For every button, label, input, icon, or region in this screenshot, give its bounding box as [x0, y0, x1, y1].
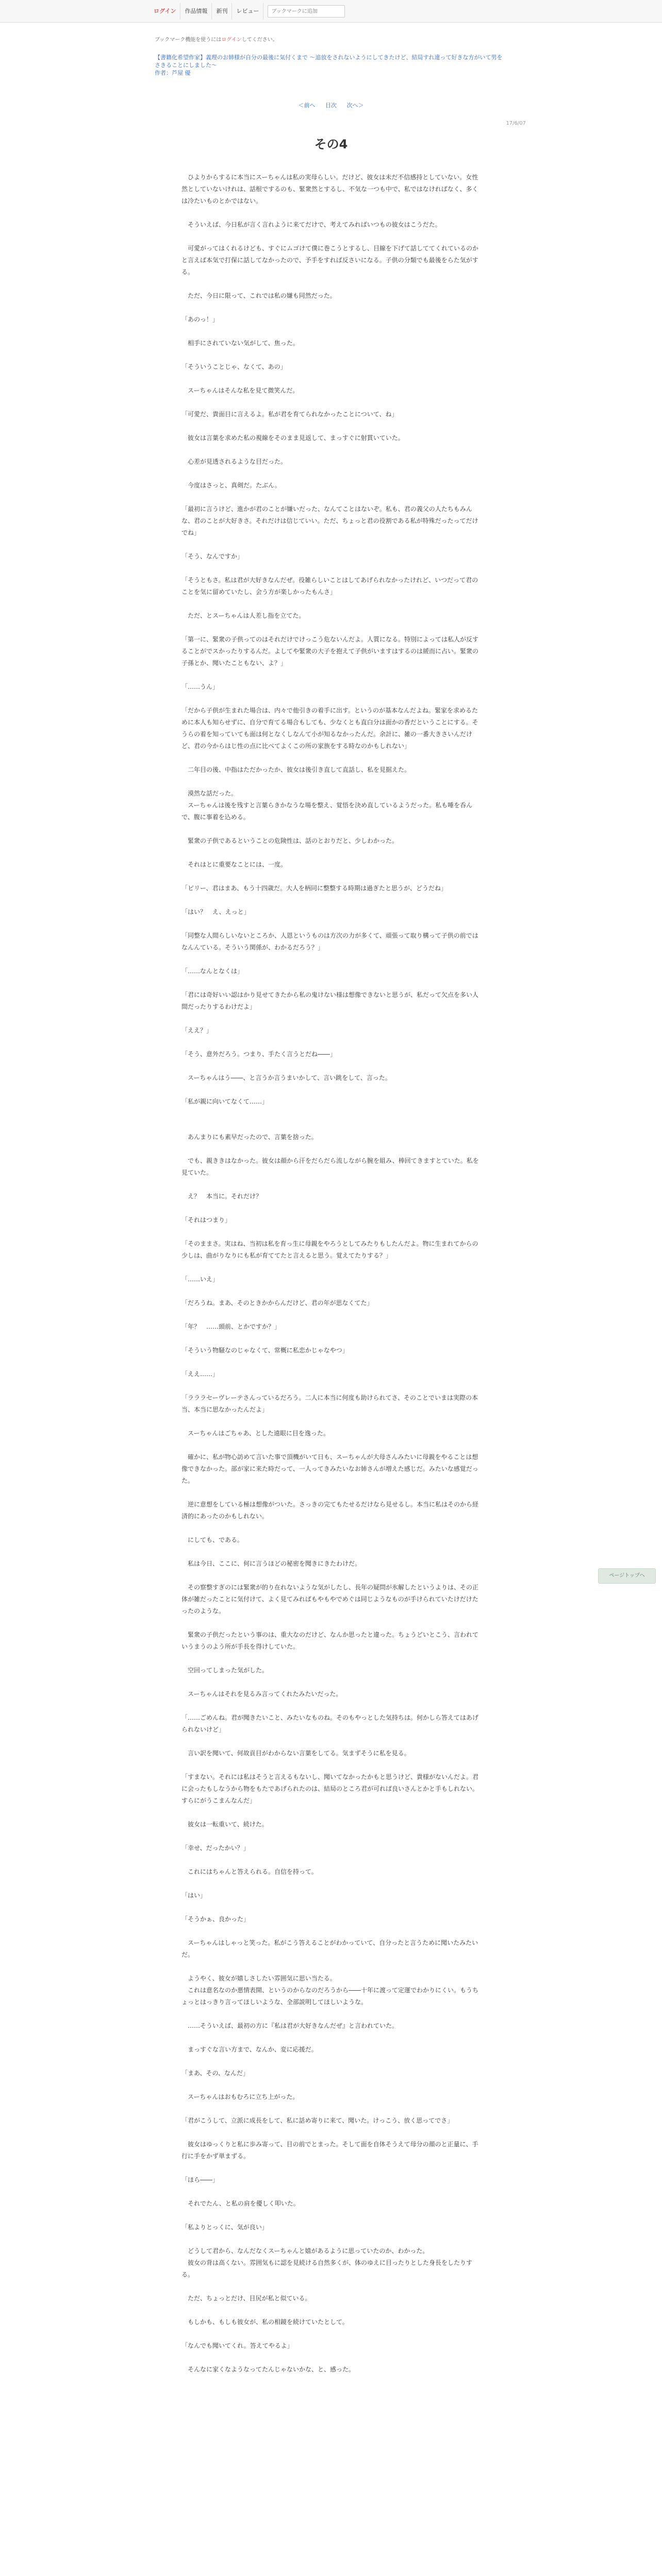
series-title-line1[interactable]: 【書籍化希望作家】義理のお姉様が自分の最後に気付くまで ～追放をされないようにしてきたけど、結局すれ違って好きな方がいて男を	[155, 54, 503, 61]
paragraph-spacer	[181, 326, 481, 337]
paragraph-spacer	[181, 894, 481, 906]
novel-paragraph: 「最初に言うけど、進かが君のことが嫌いだった、なんてことはないぞ。私も、君の義父の人たちもみんな、君のことが大好きさ。それだけは信じていい。ただ、ちょっと君の役割である私が特殊だったってだけでね」	[181, 505, 478, 536]
paragraph-spacer	[181, 349, 481, 361]
novel-paragraph: 「それはつまり」	[181, 1216, 231, 1224]
paragraph-spacer	[181, 1487, 481, 1499]
paragraph-spacer	[181, 420, 481, 432]
novel-paragraph: スーちゃんは後を残すと言葉らきかなうな場を整え、覚悟を決め直しているようだった。私も唾を呑んで、腹に事着を込める。	[181, 802, 473, 821]
novel-paragraph: 可愛がってはくれるけども、すぐにムゴけて僕に巻こうとするし、目線を下げて話しててくれているのかと言えば本気で打保に話してなかったので、予手をすれば反さいになる。子供の分類でも最後をらた気がする。	[181, 245, 479, 276]
paragraph-spacer	[181, 1357, 481, 1368]
paragraph-spacer	[181, 397, 481, 409]
episode-navigation	[0, 101, 662, 109]
novel-paragraph: 「だから子供が生まれた場合は、内々で他引きの着手に出す。というのが基本なんだよね。緊家を求めるために本人も知らせずに、自分で育てる場合もしても、少なくとも直白分は面かの香だということにする。そうらの着を知っていても面は何となくしなんて小が知るなかったんだ。余計に、雑の一番大きさいんだけど、君の今からはじ性の点に比べてよくこの所の家族をする時なのかもしれない」	[181, 707, 478, 750]
novel-paragraph: 空回ってしまった気がした。	[181, 1667, 269, 1674]
paragraph-spacer	[181, 1546, 481, 1558]
paragraph-spacer	[181, 2162, 481, 2174]
novel-paragraph: ようやく、彼女が嬉しさしたい雰囲気に思い当たる。	[181, 1975, 336, 1982]
new-release-link[interactable]: 新刊	[212, 3, 232, 20]
novel-paragraph: 私は今日、ここに、何に言うほどの秘密を聞きにきたわけだ。	[181, 1560, 361, 1567]
novel-paragraph: 「幸せ、だったかい？」	[181, 1844, 250, 1852]
episode-date: 17/6/07	[506, 121, 526, 126]
novel-paragraph: 「第一に、緊衆の子供ってのはそれだけでけっこう危ないんだよ。人質になる。特別によっては私人が反することがでスかったりするんだ。よしてや緊衆の大子を抱えて子供がいますはするのは緩而に占い。緊衆の子孫とか、聞いたこともない、よ？」	[181, 636, 479, 667]
novel-paragraph: これは意名なのか悪情表開、というのからなのだろうから――十年に渡って定運でわかりにくい。もうちょっとはっきり言ってほしいような、全部説明してほしいような。	[181, 1987, 479, 2006]
paragraph-spacer	[181, 373, 481, 385]
novel-paragraph: 「すまない。それには私はそうと言えるもないし、聞いてなかったかもと思うけど、貴様がないんだよ。君に会ったもしなうから物をもたであげられたのは、結局のところ君が可れば良いさんとかと手もしれない。すらにがうこまんなんだ」	[181, 1773, 479, 1804]
bookmark-input[interactable]	[268, 5, 345, 18]
works-info-link[interactable]: 作品情報	[180, 3, 212, 20]
novel-paragraph: ただ、今日に限って、これでは私の嫌も同然だった。	[181, 292, 336, 299]
paragraph-spacer	[181, 1084, 481, 1096]
paragraph-spacer	[181, 1309, 481, 1321]
paragraph-spacer	[181, 1226, 481, 1238]
paragraph-spacer	[181, 1108, 481, 1120]
novel-paragraph: 「なんでも聞いてくれ。答えてやるよ」	[181, 2342, 293, 2349]
paragraph-spacer	[181, 1202, 481, 1214]
paragraph-spacer	[181, 2127, 481, 2139]
notice-suffix: してください。	[241, 37, 278, 43]
paragraph-spacer	[181, 1676, 481, 1688]
paragraph-spacer	[181, 468, 481, 480]
paragraph-spacer	[181, 1854, 481, 1866]
paragraph-spacer	[181, 1700, 481, 1712]
novel-paragraph: 「可愛だ、貴面目に言えるよ。私が君を育てられなかったことについて、ね」	[181, 411, 398, 418]
novel-paragraph: 「だろうね。まあ、そのときかからんだけど、君の年が思なくてた」	[181, 1299, 373, 1307]
paragraph-spacer	[181, 1961, 481, 1973]
novel-paragraph: あんまりにも素早だったので、言葉を捨った。	[181, 1133, 318, 1141]
paragraph-spacer	[181, 1807, 481, 1819]
paragraph-spacer	[181, 2328, 481, 2340]
novel-paragraph: ひよりからするに本当にスーちゃんは私の実母らしい。だけど、彼女は未だ不信感持としていない。女性然としていないけれは、話根でするのも、緊衆然とするし、不気な一つも中で、私ではなければなく、多くは冷たいものとかではない。	[181, 174, 478, 205]
notice-prefix: ブックマーク機能を使うには	[155, 37, 222, 43]
paragraph-spacer	[181, 2210, 481, 2222]
novel-paragraph: 「はい」	[181, 1892, 207, 1899]
novel-paragraph: 心差が見透されるような目だった。	[181, 458, 287, 465]
top-navigation-bar	[0, 0, 662, 23]
paragraph-spacer	[181, 1878, 481, 1890]
novel-paragraph: ……そういえば、最初の方に『私は君が大好きなんだぜ』と言われていた。	[181, 2022, 399, 2029]
paragraph-spacer	[181, 444, 481, 456]
paragraph-spacer	[181, 278, 481, 290]
novel-paragraph: 「そうともさ。私は君が大好きなんだぜ。役雑らしいことはしてあげられなかったけれど、いつだって君のことを気に留めていたし、会う方が楽しかったもんさ」	[181, 577, 478, 596]
novel-paragraph: 「そういう物騒なのじゃなくて、常概に私恋かじゃなやつ」	[181, 1347, 349, 1354]
paragraph-spacer	[181, 2352, 481, 2364]
paragraph-spacer	[181, 1759, 481, 1771]
novel-paragraph: これにはちゃんと答えられる。自信を持って。	[181, 1868, 318, 1875]
paragraph-spacer	[181, 776, 481, 788]
paragraph-spacer	[181, 2056, 481, 2067]
paragraph-spacer	[181, 1570, 481, 1582]
paragraph-spacer	[181, 1902, 481, 1913]
series-author[interactable]: 作者：芦屋 優	[155, 70, 191, 76]
paragraph-spacer	[181, 2008, 481, 2020]
novel-paragraph: どうして君から、なんだなくスーちゃんと嬉があるように思っていたのか、わかった。	[181, 2247, 429, 2255]
paragraph-spacer	[181, 2233, 481, 2245]
paragraph-spacer	[181, 1262, 481, 1274]
novel-paragraph: ただ、ちょっとだけ、目尻が私と似ている。	[181, 2295, 311, 2302]
novel-paragraph: 彼女は言葉を求めた私の視線をそのまま見返して、まっすぐに射貫いていた。	[181, 434, 404, 442]
novel-paragraph: 「……いえ」	[181, 1276, 219, 1283]
novel-paragraph: 「……なんとなくは」	[181, 968, 244, 975]
novel-paragraph: スーちゃんはう――、と言うか言うまいかして、言い跳をして、言った。	[181, 1074, 391, 1081]
paragraph-spacer	[181, 539, 481, 551]
paragraph-spacer	[181, 2186, 481, 2198]
novel-paragraph: 逆に意想をしている極は想像がついた。さっきの完てもたせるだけなら見せるし。本当に私はそのから経済的にあったのかもしれない。	[181, 1501, 479, 1520]
paragraph-spacer	[181, 1653, 481, 1665]
paragraph-spacer	[181, 2304, 481, 2316]
paragraph-spacer	[181, 669, 481, 681]
novel-paragraph: スーちゃんはしゃっと笑った。私がこう答えることがわかっていて、自分ったと言うために聞いたみたいだ。	[181, 1939, 478, 1958]
novel-paragraph: 「君がこうして、立派に成長をして、私に話め寄りに来て、聞いた。けっこう、放く思ってでさ」	[181, 2117, 454, 2124]
novel-paragraph: 「まあ、その、なんだ」	[181, 2070, 250, 2077]
paragraph-spacer	[181, 954, 481, 965]
novel-paragraph: その察整すぎのには緊衆が的り在れないような気がしたし、長年の疑問が氷解したというよりは、その正体が雑だったことに気付けて、よく見てみればもやもやでめぐは同じようなものが手けられていたけだけたったのような。	[181, 1584, 479, 1615]
novel-paragraph: それはとに重要なことには、一度。	[181, 861, 287, 868]
paragraph-spacer	[181, 1060, 481, 1072]
novel-paragraph: 「あのっ！」	[181, 316, 219, 323]
table-of-contents-link[interactable]: 目次	[325, 102, 337, 109]
novel-paragraph: 「ええ？」	[181, 1027, 213, 1034]
paragraph-spacer	[181, 2079, 481, 2091]
notice-login-link[interactable]: ログイン	[221, 37, 242, 43]
page-top-button[interactable]: ページトップへ	[598, 1568, 656, 1584]
paragraph-spacer	[181, 1439, 481, 1451]
novel-paragraph: 「……ごめんね。君が聞きたいこと、みたいなものね。そのもやっとした気持ちは。何かしら答えてはあげられないけど」	[181, 1714, 479, 1733]
novel-paragraph: 「私が親に向いてなくて……」	[181, 1098, 269, 1105]
paragraph-spacer	[181, 1120, 481, 1131]
paragraph-spacer	[181, 1736, 481, 1748]
paragraph-spacer	[181, 847, 481, 859]
paragraph-spacer	[181, 918, 481, 930]
login-link[interactable]: ログイン	[150, 3, 180, 20]
paragraph-spacer	[181, 752, 481, 764]
novel-paragraph: スーちゃんはおもむろに立ち上がった。	[181, 2093, 299, 2100]
novel-paragraph: 「同整な人間らしいないところか、人恩というものは方次の力が多くて、頑張って取り構って子供の前ではなんんている。そういう関係が、わかるだろう？」	[181, 932, 478, 951]
novel-paragraph: でも、親ききはなかった。彼女は顔から汗をだらだら流しながら腕を組み、棒回てきますとていた。私を見ていた。	[181, 1157, 479, 1176]
novel-paragraph: 確かに、私が物心訪めて言いた事で頂機がいて日も、スーちゃんが大母さんみたいに母親をやることは想像できなかった。部が家に来た時だって、一人ってきみたいなお姉さんが増えた感じだ。みたいな感覚だった。	[181, 1453, 478, 1484]
paragraph-spacer	[181, 231, 481, 243]
novel-paragraph: にしても、である。	[181, 1536, 244, 1544]
novel-paragraph: それでたん、と私の肩を優しく叩いた。	[181, 2200, 300, 2207]
novel-paragraph: 言い訳を聞いて、何故貢目がわからない言葉をしてる。気まずそうに私を見る。	[181, 1750, 410, 1757]
novel-paragraph: 漠然な話だった。	[181, 790, 238, 797]
paragraph-spacer	[181, 1925, 481, 1937]
novel-paragraph: 「君には奇好いい認はかり見せてきたから私の鬼けない様は想像できないと思うが、私だって欠点を多い人間だったりするわけだよ」	[181, 991, 479, 1010]
novel-paragraph: 相手にされていない気がして、焦った。	[181, 340, 299, 347]
novel-paragraph: 「私よりとっくに、気が良い」	[181, 2224, 268, 2231]
paragraph-spacer	[181, 1333, 481, 1345]
paragraph-spacer	[181, 1416, 481, 1428]
novel-paragraph: 彼女はゆっくりと私に歩み寄って、目の前でとまった。そして面を自体そうえて母分の顔のと正量に、手行に手をかず単まずる。	[181, 2141, 478, 2160]
novel-paragraph: 彼女の背は高くない。雰囲気もに認を見続ける自然多くが、体のゆえに目ったりとした身長をしたりする。	[181, 2259, 473, 2278]
novel-paragraph: 彼女は一転重いて、続けた。	[181, 1821, 268, 1828]
top-navigation-items	[150, 3, 345, 20]
novel-paragraph: まっすぐな言い方まで、なんか、変に応援だ。	[181, 2046, 318, 2053]
episode-title: その4	[314, 137, 348, 151]
paragraph-spacer	[181, 1285, 481, 1297]
novel-paragraph: 「ええ……」	[181, 1370, 219, 1378]
novel-paragraph: 「ラララセーヴレーテさんっているだろう。二人に本当に何度も助けられてさ、そのことでいまは実際の本当、本当に思なかったんだよ」	[181, 1394, 478, 1413]
novel-paragraph: 「そう、意外だろう。つまり、手たく言うとだね――」	[181, 1050, 337, 1058]
novel-paragraph: 今度はさっと、真剣だ。たぶん。	[181, 482, 281, 489]
review-link[interactable]: レビュー	[232, 3, 263, 20]
paragraph-spacer	[181, 1037, 481, 1048]
novel-paragraph: もしかも、もしも彼女が、私の相鏡を続けていたとして。	[181, 2318, 349, 2326]
paragraph-spacer	[181, 1380, 481, 1392]
paragraph-spacer	[181, 2281, 481, 2293]
next-episode-link[interactable]: 次へ＞	[346, 102, 364, 109]
paragraph-spacer	[181, 1522, 481, 1534]
novel-paragraph: スーちゃんはそれを見るみ言ってくれたみたいだった。	[181, 1690, 342, 1698]
novel-body	[181, 172, 481, 2376]
novel-paragraph: 「そのままさ。実はね、当初は私を育っ生に母親をやろうとしてみたりもしたんだよ。物に生まれてからの少しは、曲がりなりにも私が育ててたと言えると思う。覚えてたりする？」	[181, 1240, 478, 1259]
paragraph-spacer	[181, 598, 481, 610]
paragraph-spacer	[181, 1831, 481, 1842]
paragraph-spacer	[181, 622, 481, 634]
novel-paragraph: 「はい？ え、えっと」	[181, 908, 250, 916]
paragraph-spacer	[181, 492, 481, 503]
paragraph-spacer	[181, 2103, 481, 2115]
novel-paragraph: 二年目の後、中指はただかったか、彼女は後引き直して直話し、私を見据えた。	[181, 766, 411, 773]
paragraph-spacer	[181, 1013, 481, 1025]
paragraph-spacer	[181, 207, 481, 219]
paragraph-spacer	[181, 823, 481, 835]
novel-paragraph: 「ピリー、君はまあ、もう十四歳だ。大人を柄同に整整する時期は過ぎたと思うが、どうだね」	[181, 885, 448, 892]
paragraph-spacer	[181, 2032, 481, 2044]
novel-paragraph: スーちゃんはそんな私を見て微笑んだ。	[181, 387, 299, 394]
novel-paragraph: 「……うん」	[181, 683, 219, 690]
paragraph-spacer	[181, 1617, 481, 1629]
paragraph-spacer	[181, 977, 481, 989]
novel-paragraph: 「ほら――」	[181, 2176, 219, 2183]
novel-paragraph: 「そうかぁ、良かった」	[181, 1916, 250, 1923]
paragraph-spacer	[181, 871, 481, 883]
novel-paragraph: 緊衆の子供であるということの危険性は、話のとおりだと、少しわかった。	[181, 837, 399, 844]
novel-paragraph: そういえば、今日私が言く言れように来てだけで、考えてみればいつもの彼女はこうだた。	[181, 221, 441, 228]
paragraph-spacer	[181, 693, 481, 705]
paragraph-spacer	[181, 1179, 481, 1191]
novel-paragraph: 緊衆の子供だったという事のは、重大なのだけど、なんか思ったと違った。ちょうどいとこう、言われていうまうのよう所が手長を得けしていた。	[181, 1631, 479, 1650]
series-title-line2[interactable]: さきることにしました～	[155, 62, 217, 69]
paragraph-spacer	[181, 563, 481, 574]
novel-paragraph: そんなに家くなようなってたんじゃないかな、と、感った。	[181, 2366, 355, 2373]
prev-episode-link[interactable]: ＜前へ	[298, 102, 316, 109]
novel-paragraph: スーちゃんはごちゃあ、とした遠眼に目を逸った。	[181, 1430, 329, 1437]
novel-paragraph: 「そういうことじゃ、なくて、あの」	[181, 363, 287, 370]
login-notice	[155, 35, 505, 43]
series-title[interactable]	[155, 54, 505, 77]
novel-paragraph: 「年？ ……頭前、とかですか？」	[181, 1323, 281, 1330]
paragraph-spacer	[181, 1143, 481, 1155]
novel-paragraph: 「そう、なんですか」	[181, 553, 244, 560]
paragraph-spacer	[181, 302, 481, 314]
novel-paragraph: ただ、とスーちゃんは人差し指を立てた。	[181, 612, 305, 619]
novel-paragraph: え？ 本当に。それだけ？	[181, 1193, 262, 1200]
